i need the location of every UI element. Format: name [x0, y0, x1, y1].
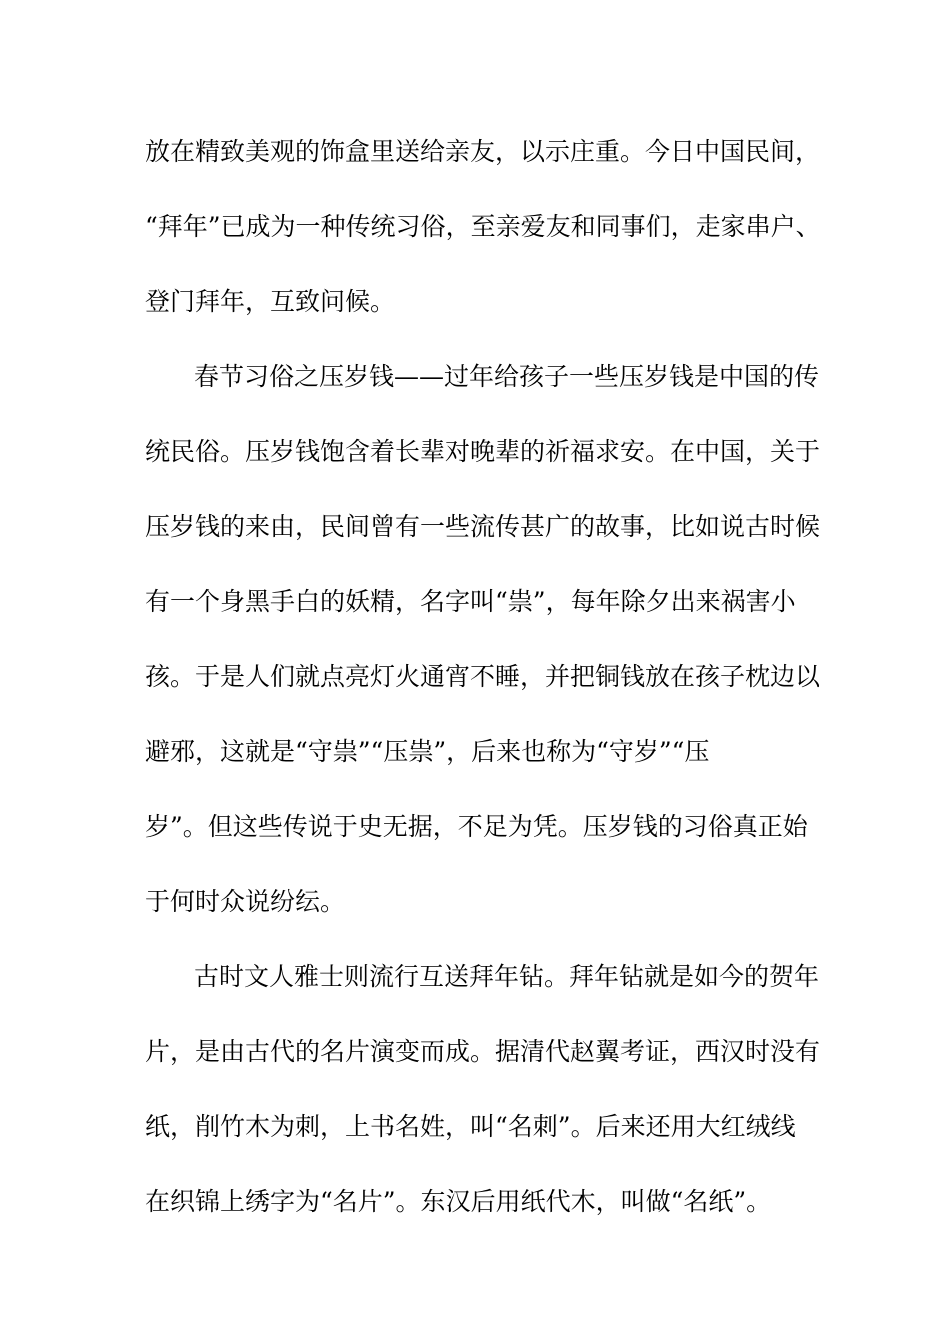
text-line: 避邪，这就是“守祟”“压祟”，后来也称为“守岁”“压	[145, 737, 710, 766]
text-line: 压岁钱的来由，民间曾有一些流传甚广的故事，比如说古时候	[145, 512, 821, 541]
text-line: 纸，削竹木为刺，上书名姓，叫“名刺”。后来还用大红绒线	[145, 1112, 796, 1141]
text-line: 于何时众说纷纭。	[145, 887, 346, 916]
text-line: 孩。于是人们就点亮灯火通宵不睡，并把铜钱放在孩子枕边以	[145, 662, 821, 691]
paragraph-start-line: 古时文人雅士则流行互送拜年钻。拜年钻就是如今的贺年	[194, 962, 820, 991]
text-line: 放在精致美观的饰盒里送给亲友，以示庄重。今日中国民间，	[145, 137, 821, 166]
text-line: 有一个身黑手白的妖精，名字叫“祟”，每年除夕出来祸害小	[145, 587, 796, 616]
text-line: 统民俗。压岁钱饱含着长辈对晚辈的祈福求安。在中国，关于	[145, 437, 821, 466]
text-line: 在织锦上绣字为“名片”。东汉后用纸代木，叫做“名纸”。	[145, 1187, 772, 1216]
text-line: 登门拜年，互致问候。	[145, 287, 396, 316]
text-line: 片，是由古代的名片演变而成。据清代赵翼考证，西汉时没有	[145, 1037, 821, 1066]
paragraph-start-line: 春节习俗之压岁钱——过年给孩子一些压岁钱是中国的传	[194, 362, 820, 391]
text-line: 岁”。但这些传说于史无据，不足为凭。压岁钱的习俗真正始	[145, 812, 808, 841]
text-line: “拜年”已成为一种传统习俗，至亲爱友和同事们，走家串户、	[145, 212, 821, 241]
